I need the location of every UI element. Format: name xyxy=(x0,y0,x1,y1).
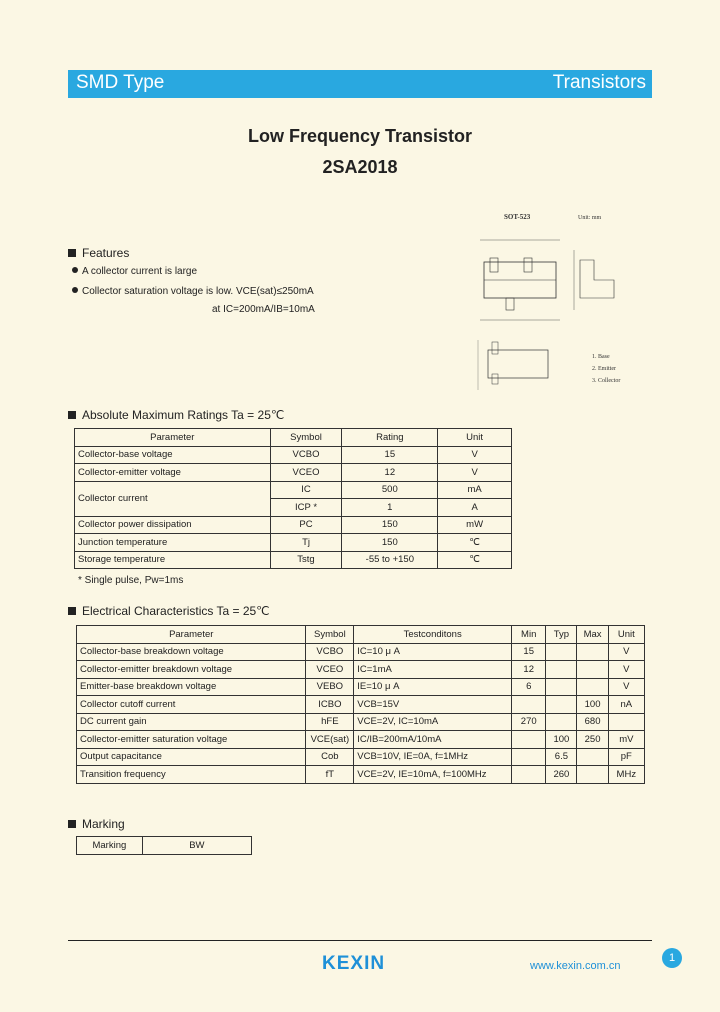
abs-max-table xyxy=(74,428,512,569)
table-row xyxy=(77,766,645,784)
table-cell xyxy=(546,713,577,731)
table-cell: Collector-base voltage xyxy=(75,446,271,464)
table-cell xyxy=(546,661,577,679)
bullet-dot-icon xyxy=(72,267,78,273)
table-cell: ICP * xyxy=(270,499,342,517)
header-right: Transistors xyxy=(552,72,646,93)
table-row xyxy=(75,534,512,552)
bullet-square-icon xyxy=(68,607,76,615)
table-cell: Junction temperature xyxy=(75,534,271,552)
table-cell xyxy=(512,696,546,714)
table-cell: -55 to +150 xyxy=(342,551,438,569)
table-cell: IC xyxy=(270,481,342,499)
table-cell: mW xyxy=(438,516,512,534)
table-row xyxy=(77,643,645,661)
marking-heading: Marking xyxy=(68,817,125,831)
table-cell xyxy=(546,696,577,714)
table-cell: Collector power dissipation xyxy=(75,516,271,534)
table-cell: V xyxy=(608,678,644,696)
doc-title: Low Frequency Transistor xyxy=(247,126,473,146)
marking-table xyxy=(76,836,252,855)
table-header-cell: Symbol xyxy=(306,626,354,644)
bullet-square-icon xyxy=(68,249,76,257)
table-cell: Transition frequency xyxy=(77,766,306,784)
table-row xyxy=(77,713,645,731)
table-cell: Collector-base breakdown voltage xyxy=(77,643,306,661)
table-cell xyxy=(512,766,546,784)
table-header-cell: Parameter xyxy=(77,626,306,644)
bullet-dot-icon xyxy=(72,287,78,293)
table-header-cell: Rating xyxy=(342,429,438,447)
table-cell xyxy=(577,766,608,784)
table-cell: Storage temperature xyxy=(75,551,271,569)
feature-item: A collector current is large xyxy=(72,266,197,277)
table-cell: 260 xyxy=(546,766,577,784)
table-cell: 6.5 xyxy=(546,748,577,766)
footer-divider xyxy=(68,940,652,941)
table-cell: nA xyxy=(608,696,644,714)
table-cell: ICBO xyxy=(306,696,354,714)
table-cell: DC current gain xyxy=(77,713,306,731)
table-cell: 680 xyxy=(577,713,608,731)
table-cell: 12 xyxy=(342,464,438,482)
table-cell xyxy=(577,643,608,661)
table-cell xyxy=(512,731,546,749)
table-cell: V xyxy=(608,661,644,679)
table-row xyxy=(77,661,645,679)
table-cell: 270 xyxy=(512,713,546,731)
marking-value: BW xyxy=(142,837,251,855)
table-cell: VCE=2V, IE=10mA, f=100MHz xyxy=(354,766,512,784)
table-header-cell: Min xyxy=(512,626,546,644)
table-cell: Collector-emitter breakdown voltage xyxy=(77,661,306,679)
table-cell: Collector-emitter saturation voltage xyxy=(77,731,306,749)
table-cell: 1 xyxy=(342,499,438,517)
table-row xyxy=(75,551,512,569)
table-header-cell: Max xyxy=(577,626,608,644)
kexin-logo: KEXIN xyxy=(322,953,386,974)
table-header-cell: Symbol xyxy=(270,429,342,447)
pin-label: 1. Base xyxy=(592,354,610,360)
table-header-row xyxy=(77,626,645,644)
table-cell: V xyxy=(438,446,512,464)
page-number-badge: 1 xyxy=(662,948,682,968)
table-row xyxy=(77,837,252,855)
table-header-cell: Parameter xyxy=(75,429,271,447)
table-cell xyxy=(577,661,608,679)
table-cell: Collector current xyxy=(75,481,271,516)
table-cell: IC=1mA xyxy=(354,661,512,679)
table-cell: VCB=15V xyxy=(354,696,512,714)
table-cell xyxy=(546,643,577,661)
table-cell: 12 xyxy=(512,661,546,679)
table-cell: 150 xyxy=(342,534,438,552)
table-row xyxy=(75,446,512,464)
table-cell: IC=10 μ A xyxy=(354,643,512,661)
table-cell: hFE xyxy=(306,713,354,731)
table-cell: V xyxy=(438,464,512,482)
table-row xyxy=(77,748,645,766)
table-header-cell: Testconditons xyxy=(354,626,512,644)
table-cell: 15 xyxy=(512,643,546,661)
package-name: SOT-523 xyxy=(504,213,531,221)
feature-continuation: at IC=200mA/IB=10mA xyxy=(212,304,315,315)
table-cell: ℃ xyxy=(438,551,512,569)
table-row xyxy=(77,696,645,714)
table-cell: Tstg xyxy=(270,551,342,569)
table-cell: IC/IB=200mA/10mA xyxy=(354,731,512,749)
table-header-row xyxy=(75,429,512,447)
table-cell: Emitter-base breakdown voltage xyxy=(77,678,306,696)
table-cell: Cob xyxy=(306,748,354,766)
table-cell xyxy=(512,748,546,766)
table-cell: mA xyxy=(438,481,512,499)
table-cell xyxy=(577,748,608,766)
header-banner xyxy=(68,70,652,98)
table-cell xyxy=(608,713,644,731)
elec-table xyxy=(76,625,645,784)
table-cell: VCE(sat) xyxy=(306,731,354,749)
bullet-square-icon xyxy=(68,411,76,419)
features-heading: Features xyxy=(68,246,129,260)
table-cell: Output capacitance xyxy=(77,748,306,766)
table-cell: Collector-emitter voltage xyxy=(75,464,271,482)
table-row xyxy=(75,516,512,534)
table-cell: Collector cutoff current xyxy=(77,696,306,714)
table-cell: V xyxy=(608,643,644,661)
table-header-cell: Unit xyxy=(608,626,644,644)
table-cell xyxy=(577,678,608,696)
table-row xyxy=(77,731,645,749)
table-cell: VCBO xyxy=(270,446,342,464)
table-cell: mV xyxy=(608,731,644,749)
feature-item: Collector saturation voltage is low. VCE(sat)≤250mA xyxy=(72,286,314,297)
table-cell: Tj xyxy=(270,534,342,552)
table-cell: VCEO xyxy=(270,464,342,482)
table-cell: VCB=10V, IE=0A, f=1MHz xyxy=(354,748,512,766)
header-left: SMD Type xyxy=(76,72,165,93)
table-cell: 100 xyxy=(546,731,577,749)
table-cell: VEBO xyxy=(306,678,354,696)
table-cell: fT xyxy=(306,766,354,784)
table-cell: VCBO xyxy=(306,643,354,661)
table-header-cell: Unit xyxy=(438,429,512,447)
footer-url: www.kexin.com.cn xyxy=(530,960,621,972)
table-cell: 500 xyxy=(342,481,438,499)
table-cell: ℃ xyxy=(438,534,512,552)
table-cell: A xyxy=(438,499,512,517)
doc-part-number: 2SA2018 xyxy=(322,157,398,177)
elec-heading: Electrical Characteristics Ta = 25℃ xyxy=(68,604,270,618)
table-row xyxy=(77,678,645,696)
table-cell: pF xyxy=(608,748,644,766)
table-cell: 100 xyxy=(577,696,608,714)
package-unit: Unit: mm xyxy=(578,215,602,221)
table-cell: 6 xyxy=(512,678,546,696)
pin-label: 2. Emitter xyxy=(592,366,616,372)
table-cell: PC xyxy=(270,516,342,534)
table-header-cell: Typ xyxy=(546,626,577,644)
table-cell: 15 xyxy=(342,446,438,464)
table-cell: VCE=2V, IC=10mA xyxy=(354,713,512,731)
table-cell: 250 xyxy=(577,731,608,749)
table-cell: IE=10 μ A xyxy=(354,678,512,696)
marking-label: Marking xyxy=(77,837,143,855)
abs-max-note: * Single pulse, Pw=1ms xyxy=(78,575,184,586)
table-cell xyxy=(546,678,577,696)
bullet-square-icon xyxy=(68,820,76,828)
package-outline-drawing xyxy=(468,210,658,400)
pin-label: 3. Collector xyxy=(592,378,621,384)
abs-max-heading: Absolute Maximum Ratings Ta = 25℃ xyxy=(68,408,284,422)
table-cell: MHz xyxy=(608,766,644,784)
table-cell: VCEO xyxy=(306,661,354,679)
table-row xyxy=(75,481,512,499)
table-cell: 150 xyxy=(342,516,438,534)
table-row xyxy=(75,464,512,482)
